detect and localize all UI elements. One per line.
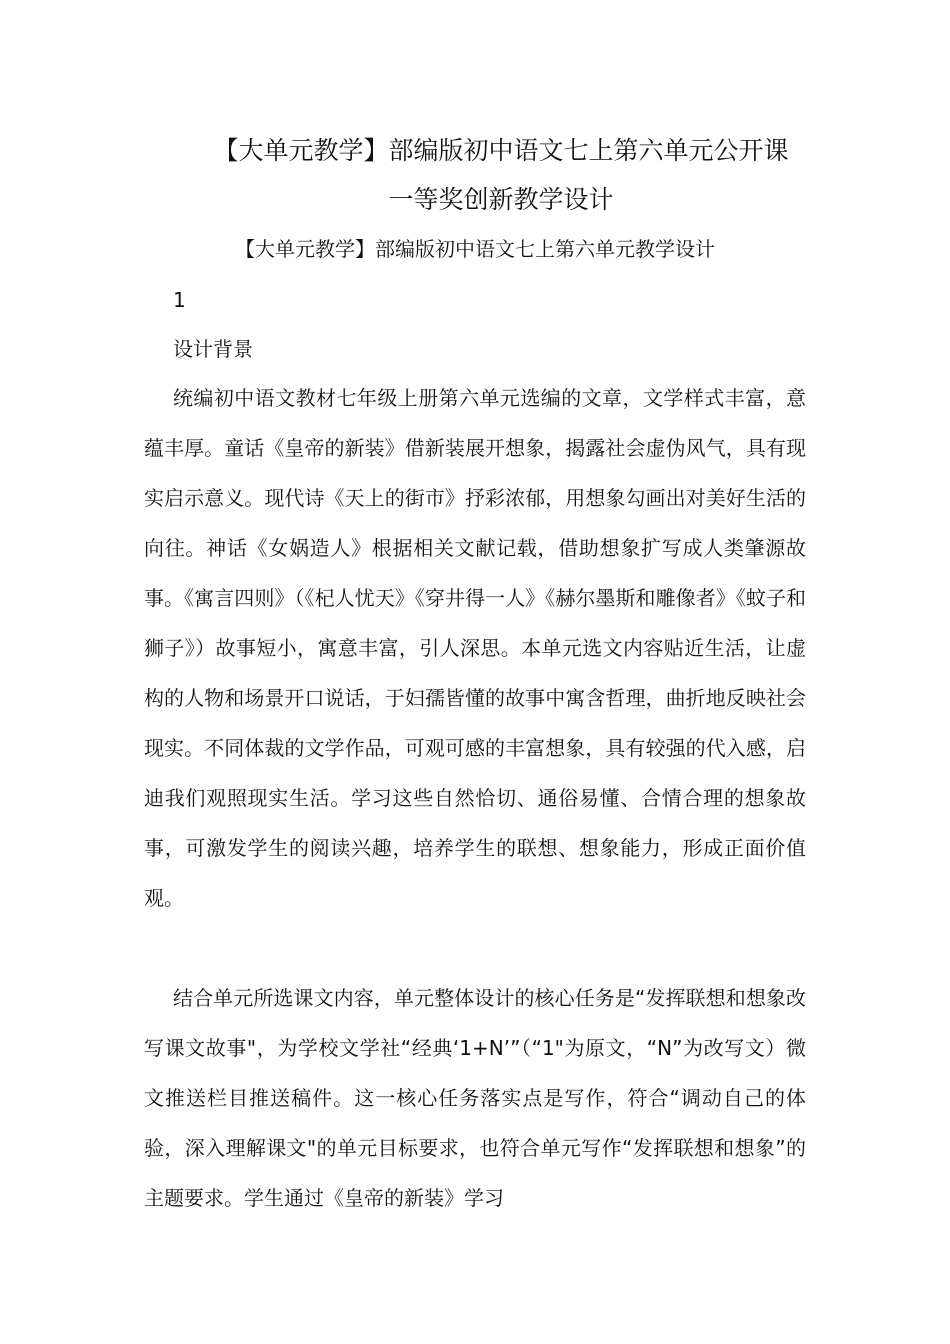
document-title-line-1: 【大单元教学】部编版初中语文七上第六单元公开课 (213, 136, 789, 165)
section-heading: 设计背景 (173, 337, 253, 361)
section-number: 1 (173, 288, 186, 312)
body-paragraph-2: 结合单元所选课文内容，单元整体设计的核心任务是“发挥联想和想象改写课文故事"，为学校文学社“经典‘1+N’”（“1"为原文，“N”为改写文）微文推送栏目推送稿件。这一核心任务落实点是写作，符合“调动自己的体验，深入理解课文"的单元目标要求，也符合单元写作“发挥联想和想象”的主题要求。学生通过《皇帝的新装》学习 (144, 986, 806, 1210)
document-title-line-2: 一等奖创新教学设计 (388, 185, 614, 214)
body-paragraph-1: 统编初中语文教材七年级上册第六单元选编的文章，文学样式丰富，意蕴丰厚。童话《皇帝的新装》借新装展开想象，揭露社会虚伪风气，具有现实启示意义。现代诗《天上的街市》抒彩浓郁，用想象勾画出对美好生活的向往。神话《女娲造人》根据相关文献记载，借助想象扩写成人类肇源故事。《寓言四则》（《杞人忧天》《穿井得一人》《赫尔墨斯和雕像者》《蚊子和狮子》）故事短小，寓意丰富，引人深思。本单元选文内容贴近生活，让虚构的人物和场景开口说话，于妇孺皆懂的故事中寓含哲理，曲折地反映社会现实。不同体裁的文学作品，可观可感的丰富想象，具有较强的代入感，启迪我们观照现实生活。学习这些自然恰切、通俗易懂、合情合理的想象故事，可激发学生的阅读兴趣，培养学生的联想、想象能力，形成正面价值观。 (144, 386, 806, 910)
document-subtitle: 【大单元教学】部编版初中语文七上第六单元教学设计 (235, 237, 715, 261)
